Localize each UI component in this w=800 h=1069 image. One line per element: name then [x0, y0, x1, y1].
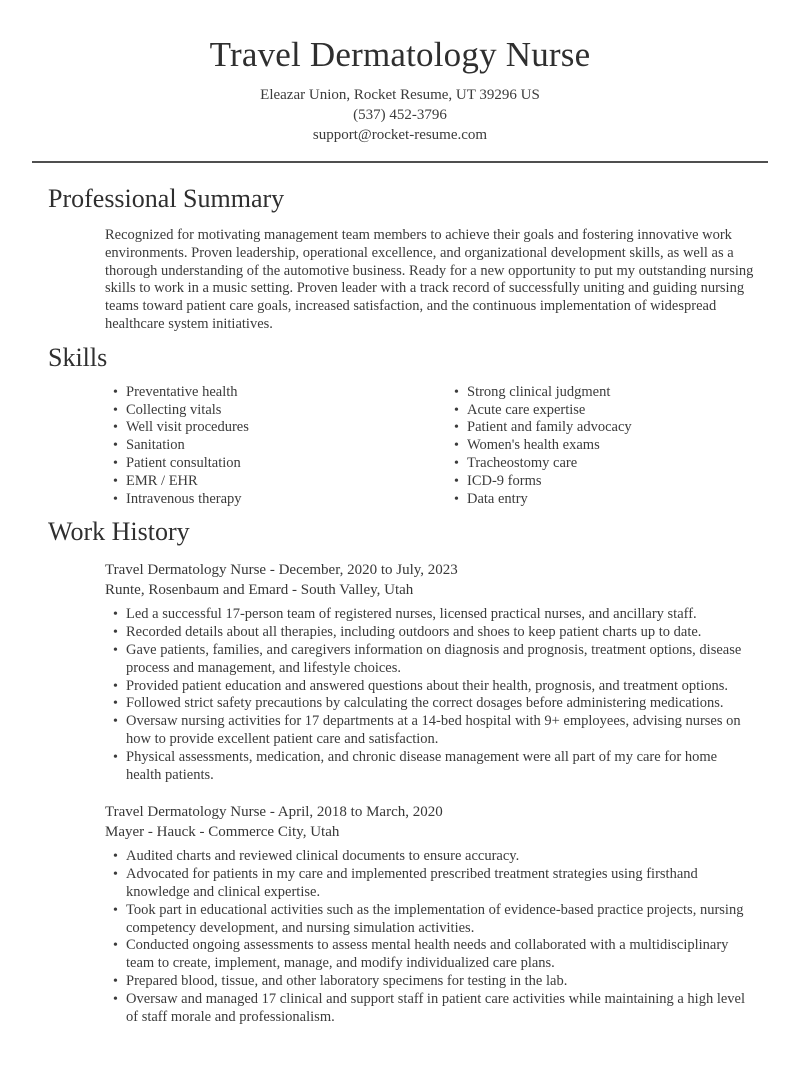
job-bullet-list: [105, 848, 755, 1026]
job-entry: [105, 560, 755, 784]
job-bullet: • Provided patient education and answered questions about their health, prognosis, and treatment options.: [126, 678, 755, 696]
job-bullet: • Audited charts and reviewed clinical documents to ensure accuracy.: [126, 848, 755, 866]
job-bullet: • Recorded details about all therapies, including outdoors and shoes to keep patient charts up to date.: [126, 624, 755, 642]
skill-item: • Preventative health: [126, 384, 446, 402]
job-bullet: • Physical assessments, medication, and chronic disease management were all part of my care for home health patients.: [126, 749, 755, 785]
skill-item: • Patient and family advocacy: [467, 419, 755, 437]
section-work-history: [0, 516, 800, 1026]
job-bullet: • Followed strict safety precautions by calculating the correct dosages before administering medications.: [126, 695, 755, 713]
contact-info: [0, 85, 800, 145]
job-bullet: • Led a successful 17-person team of registered nurses, licensed practical nurses, and ancillary staff.: [126, 606, 755, 624]
professional-summary-heading: Professional Summary: [48, 184, 285, 213]
skill-item: • Acute care expertise: [467, 402, 755, 420]
skill-item: • Collecting vitals: [126, 402, 446, 420]
job-bullet-list: [105, 606, 755, 784]
skill-item: • Strong clinical judgment: [467, 384, 755, 402]
job-title: Travel Dermatology Nurse - December, 2020 to July, 2023: [105, 562, 458, 579]
job-title: Travel Dermatology Nurse - April, 2018 to March, 2020: [105, 804, 443, 821]
skills-columns: [105, 384, 755, 509]
job-bullet: • Took part in educational activities such as the implementation of evidence-based practice projects, nursing competency development, and nursing simulation activities.: [126, 902, 755, 938]
job-bullet: • Advocated for patients in my care and implemented prescribed treatment strategies using firsthand knowledge and clinical expertise.: [126, 866, 755, 902]
contact-address: Eleazar Union, Rocket Resume, UT 39296 US: [260, 87, 540, 103]
skill-item: • Women's health exams: [467, 437, 755, 455]
resume-header: [0, 34, 800, 145]
skills-list-left: [105, 384, 446, 509]
job-bullet: • Prepared blood, tissue, and other laboratory specimens for testing in the lab.: [126, 973, 755, 991]
skill-item: • Data entry: [467, 491, 755, 509]
professional-summary-text: Recognized for motivating management team members to achieve their goals and fostering innovative work environments. Proven leadership, operational excellence, and organizational development skills, as well as a thorough understanding of the automotive business. Ready for a new opportunity to put my outstanding nursing skills to work in a music setting. Proven leader with a track record of successfully uniting and guiding nursing teams toward patient care goals, increased satisfaction, and the continuous implementation of widespread healthcare system initiatives.: [105, 227, 754, 332]
skills-heading: Skills: [48, 342, 108, 372]
page-title: Travel Dermatology Nurse: [209, 35, 591, 74]
job-bullet: • Conducted ongoing assessments to assess mental health needs and collaborated with a multidisciplinary team to create, implement, manage, and modify individualized care plans.: [126, 937, 755, 973]
resume-page: [0, 34, 800, 1069]
skill-item: • Intravenous therapy: [126, 491, 446, 509]
skill-item: • Tracheostomy care: [467, 455, 755, 473]
job-entry: [105, 802, 755, 1026]
skill-item: • Patient consultation: [126, 455, 446, 473]
job-bullet: • Oversaw nursing activities for 17 departments at a 14-bed hospital with 9+ employees, advising nurses on how to provide excellent patient care and satisfaction.: [126, 713, 755, 749]
skill-item: • ICD-9 forms: [467, 473, 755, 491]
contact-phone: (537) 452-3796: [353, 107, 447, 123]
job-employer: Mayer - Hauck - Commerce City, Utah: [105, 824, 340, 841]
header-divider: [32, 161, 768, 163]
work-history-heading: Work History: [48, 517, 190, 547]
skill-item: • EMR / EHR: [126, 473, 446, 491]
skill-item: • Well visit procedures: [126, 419, 446, 437]
section-skills: [0, 342, 800, 509]
skill-item: • Sanitation: [126, 437, 446, 455]
section-professional-summary: [0, 183, 800, 334]
job-bullet: • Gave patients, families, and caregivers information on diagnosis and prognosis, treatment options, disease process and management, and lifestyle choices.: [126, 642, 755, 678]
skills-list-right: [446, 384, 755, 509]
contact-email: support@rocket-resume.com: [312, 127, 488, 143]
job-bullet: • Oversaw and managed 17 clinical and support staff in patient care activities while maintaining a high level of staff morale and professionalism.: [126, 991, 755, 1027]
job-employer: Runte, Rosenbaum and Emard - South Valley, Utah: [105, 582, 414, 599]
